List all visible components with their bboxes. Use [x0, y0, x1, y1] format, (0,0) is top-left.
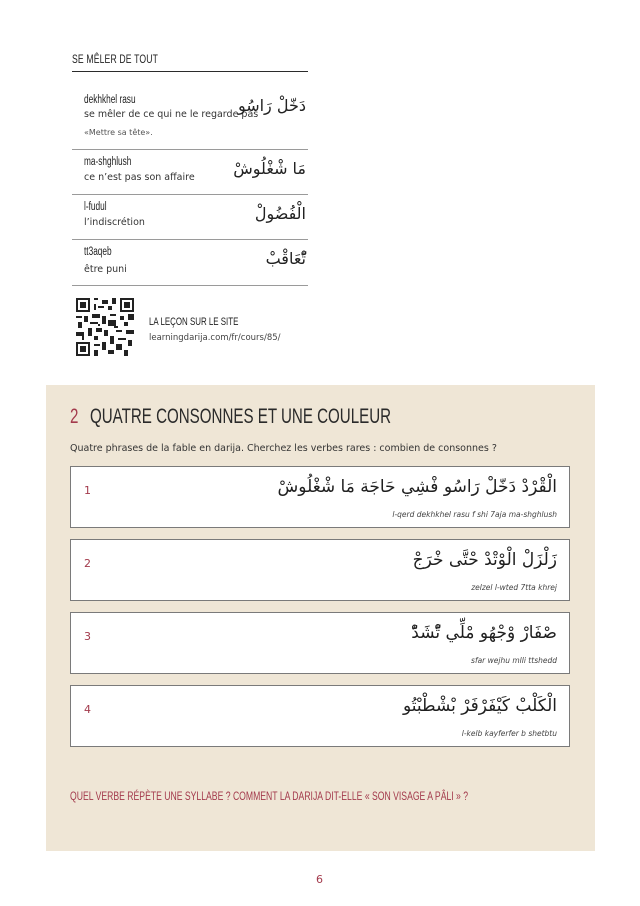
qr-code[interactable]: [76, 298, 134, 356]
exercise-arabic: زَلْزَلْ الْوْتْدْ حْتَّى خْرَجْ: [412, 550, 557, 570]
vocab-entry: [72, 150, 308, 195]
entry-transliteration: ma-shghlush: [84, 156, 132, 168]
entry-arabic: تّْعَاقْبْ: [265, 249, 306, 268]
exercise-box: [70, 685, 570, 747]
entry-meaning: se mêler de ce qui ne le regarde pas: [84, 109, 259, 120]
section-instruction: Quatre phrases de la fable en darija. Cherchez les verbes rares : combien de consonnes ?: [70, 443, 497, 454]
entry-arabic: الْفُضُولْ: [254, 204, 306, 223]
vocab-entry: [72, 240, 308, 286]
exercise-number: 1: [84, 484, 91, 497]
exercise-arabic: الْكَلْبْ كَيْفَرْفَرْ بْشْطْبْتُو: [402, 696, 557, 716]
entry-meaning: être puni: [84, 264, 127, 275]
entry-meaning: l’indiscrétion: [84, 217, 145, 228]
lesson-url[interactable]: learningdarija.com/fr/cours/85/: [149, 333, 281, 343]
exercise-transliteration: l-kelb kayferfer b shetbtu: [461, 729, 557, 738]
exercise-transliteration: l-qerd dekhkhel rasu f shi 7aja ma-shghlush: [392, 510, 557, 519]
entry-note: «Mettre sa tête».: [84, 128, 153, 137]
entry-transliteration: tt3aqeb: [84, 246, 112, 258]
section-question: QUEL VERBE RÉPÈTE UNE SYLLABE ? COMMENT LA DARIJA DIT-ELLE « SON VISAGE A PÂLI » ?: [70, 789, 469, 803]
exercise-arabic: صْفَارْ وْجْهُو مْلِّي تّْشَدّْ: [411, 623, 557, 643]
vocab-entry: [72, 72, 308, 150]
exercise-number: 2: [84, 557, 91, 570]
exercise-panel: [46, 385, 595, 851]
entry-transliteration: l-fudul: [84, 201, 107, 213]
exercise-box: [70, 539, 570, 601]
vocab-title: SE MÊLER DE TOUT: [72, 52, 159, 66]
page-number: 6: [316, 873, 323, 886]
section-number: 2: [70, 405, 79, 428]
vocab-box: [72, 48, 308, 286]
entry-transliteration: dekhkhel rasu: [84, 94, 136, 106]
exercise-transliteration: zelzel l-wted 7tta khrej: [471, 583, 557, 592]
entry-meaning: ce n’est pas son affaire: [84, 172, 195, 183]
exercise-number: 4: [84, 703, 91, 716]
entry-arabic: مَا شْغْلُوشْ: [233, 159, 306, 178]
exercise-number: 3: [84, 630, 91, 643]
exercise-box: [70, 612, 570, 674]
section-title: QUATRE CONSONNES ET UNE COULEUR: [90, 405, 392, 428]
lesson-link-label: LA LEÇON SUR LE SITE: [149, 316, 239, 328]
entry-arabic: دَخّلْ رَاسُو: [237, 96, 306, 115]
vocab-entry: [72, 195, 308, 240]
exercise-transliteration: sfar wejhu mlli ttshedd: [471, 656, 557, 665]
exercise-arabic: الْقْرْدْ دَخّلْ رَاسُو فْشِي حَاجَة مَا شْغْلُوشْ: [277, 477, 557, 497]
exercise-box: [70, 466, 570, 528]
